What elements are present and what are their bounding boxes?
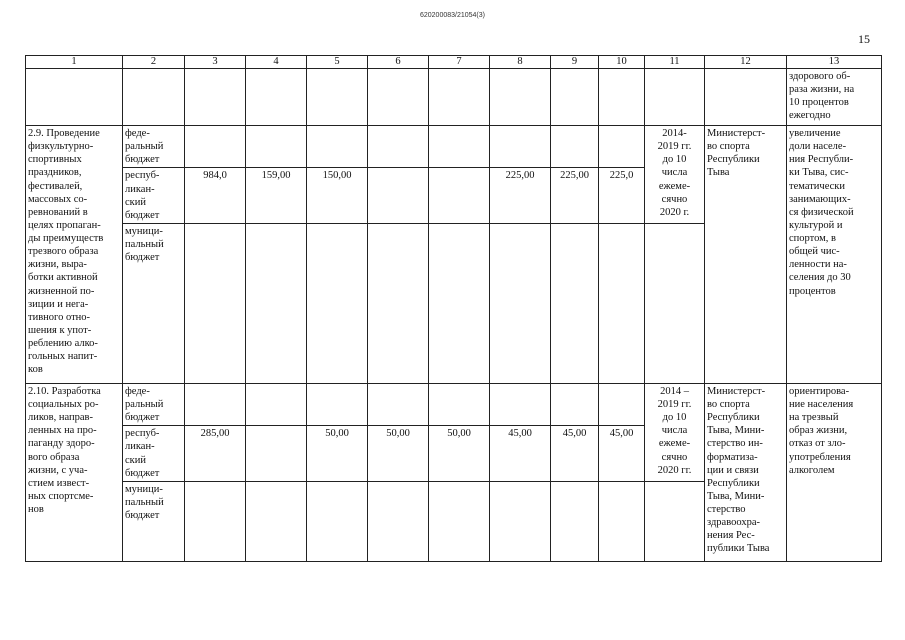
value-cell [368,168,429,224]
measure-name-text: 2.9. Проведение физкультурно- спортивных праздников, фестивалей, массовых со- ревнований в целях пропаган- ды преимуществ трезвого образа жизни, выра- ботки активной жизненной по- зиции и нега- тивного отно- шения к упот- реблению алко- гольных напит- ков [28,128,104,376]
executor-text: Министерст- во спорта Республики Тыва, Мини- стерство ин- форматиза- ции и связи Республики Тыва, Мини- стерство здравоохра- нения Рес- публики Тыва [707,385,770,555]
value-cell [599,383,645,425]
expected-result-text: ориентирова- ние населения на трезвый образ жизни, отказ от зло- употребления алкоголем [789,385,854,476]
funding-source-text: муници- пальный бюджет [125,483,164,521]
table-cell [645,69,705,126]
value-cell [429,481,490,561]
executor-cell [705,126,787,384]
value-cell [246,223,307,383]
table-cell [645,481,705,561]
value-cell [429,126,490,168]
value-cell [246,481,307,561]
value-cell [185,223,246,383]
funding-source-cell [123,126,185,168]
value-cell: 225,00 [490,168,551,224]
measure-name-cell [26,383,123,561]
table-cell [490,69,551,126]
value-cell: 50,00 [429,426,490,482]
value-cell [551,481,599,561]
value-cell [246,126,307,168]
value-cell [307,223,368,383]
value-cell: 45,00 [490,426,551,482]
term-cell [645,126,705,224]
value-cell: 45,00 [599,426,645,482]
value-cell: 50,00 [307,426,368,482]
table-cell [368,69,429,126]
table-cell [185,69,246,126]
funding-source-cell [123,426,185,482]
value-cell [599,126,645,168]
funding-source-cell [123,481,185,561]
value-cell [490,126,551,168]
column-header: 10 [599,56,645,69]
table-cell [645,223,705,383]
expected-result-cell [787,383,882,561]
executor-cell [705,383,787,561]
funding-source-cell [123,168,185,224]
executor-text: Министерст- во спорта Республики Тыва [707,128,766,179]
measure-name-text: 2.10. Разработка социальных ро- ликов, направ- ленных на про- паганду здоро- вого образа жизни, с уча- стием извест- ных спортсме- нов [28,385,101,515]
column-header: 5 [307,56,368,69]
column-header: 8 [490,56,551,69]
value-cell [490,383,551,425]
column-header: 12 [705,56,787,69]
value-cell [368,223,429,383]
expected-result-text: увеличение доли населе- ния Республи- ки Тыва, сис- тематически занимающих- ся физической культурой и спортом, в общей чис- ленности на- селения до 30 процентов [789,128,854,297]
value-cell [185,126,246,168]
value-cell [429,168,490,224]
value-cell: 285,00 [185,426,246,482]
value-cell [307,481,368,561]
program-measures-table [25,55,882,562]
column-header: 11 [645,56,705,69]
column-number-header-row [26,56,882,69]
page-number: 15 [858,32,870,46]
column-header: 2 [123,56,185,69]
value-cell [599,223,645,383]
column-header: 13 [787,56,882,69]
value-cell [185,383,246,425]
column-header: 6 [368,56,429,69]
value-cell [551,383,599,425]
continuation-row [26,69,882,126]
measure-name-cell [26,126,123,384]
table-row [26,126,882,168]
value-cell: 50,00 [368,426,429,482]
funding-source-text: респуб- ликан- ский бюджет [125,428,160,479]
expected-result-cell [787,126,882,384]
funding-source-text: феде- ральный бюджет [125,128,164,166]
table-cell [246,69,307,126]
value-cell: 159,00 [246,168,307,224]
table-cell [307,69,368,126]
table-cell [123,69,185,126]
table-cell [551,69,599,126]
column-header: 1 [26,56,123,69]
value-cell [185,481,246,561]
value-cell [368,383,429,425]
column-header: 4 [246,56,307,69]
table-cell [429,69,490,126]
value-cell [429,223,490,383]
funding-source-cell [123,223,185,383]
value-cell: 984,0 [185,168,246,224]
funding-source-text: респуб- ликан- ский бюджет [125,170,160,221]
term-text: 2014- 2019 гг. до 10 числа ежеме- сячно 2020 г. [657,128,692,218]
funding-source-text: муници- пальный бюджет [125,225,164,264]
column-header: 9 [551,56,599,69]
value-cell: 45,00 [551,426,599,482]
table-row [26,383,882,425]
value-cell [490,481,551,561]
value-cell [368,481,429,561]
expected-result-text: здорового об- раза жизни, на 10 процентов ежегодно [789,71,855,122]
expected-result-cell [787,69,882,126]
table-cell [26,69,123,126]
funding-source-text: феде- ральный бюджет [125,385,164,424]
value-cell: 150,00 [307,168,368,224]
term-cell [645,383,705,481]
value-cell [429,383,490,425]
value-cell [490,223,551,383]
value-cell: 225,00 [551,168,599,224]
value-cell [551,223,599,383]
value-cell [368,126,429,168]
table-cell [599,69,645,126]
value-cell [551,126,599,168]
table-cell [705,69,787,126]
value-cell [246,426,307,482]
value-cell [307,383,368,425]
funding-source-cell [123,383,185,425]
value-cell [599,481,645,561]
value-cell [307,126,368,168]
term-text: 2014 – 2019 гг. до 10 числа ежеме- сячно 2020 гг. [657,385,692,476]
value-cell [246,383,307,425]
value-cell: 225,0 [599,168,645,224]
document-code: 620200083/21054(3) [419,12,485,19]
column-header: 7 [429,56,490,69]
column-header: 3 [185,56,246,69]
